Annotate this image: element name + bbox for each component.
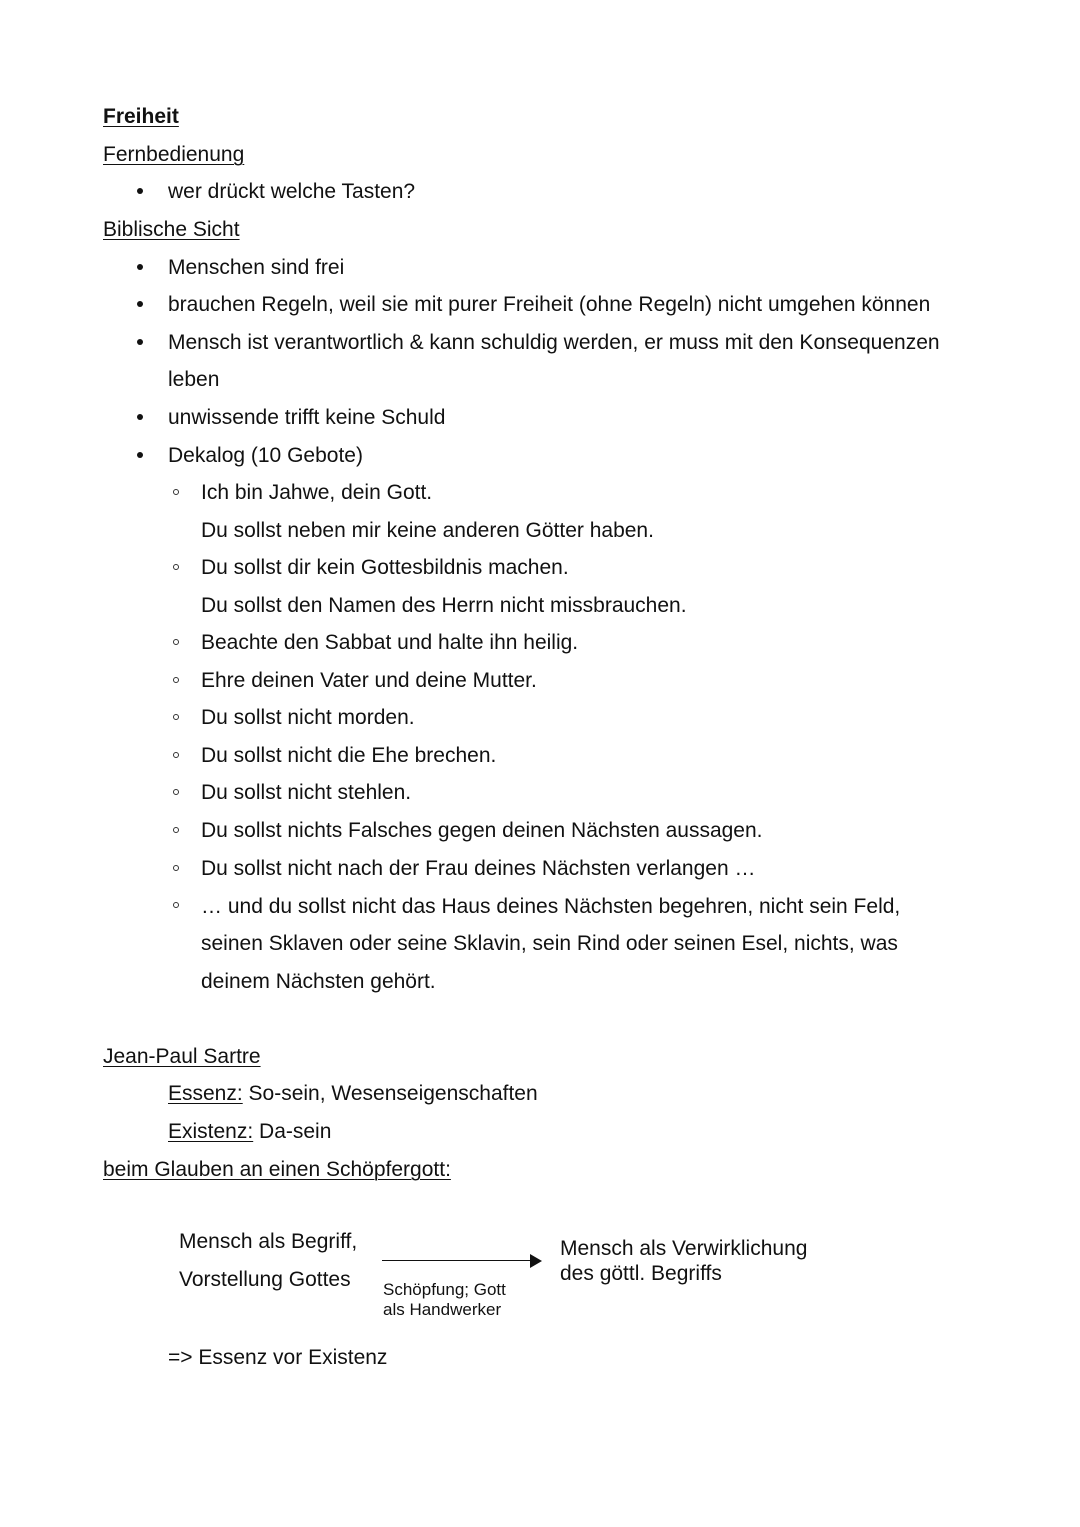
gebot-item-continuation: Du sollst neben mir keine anderen Götter haben. (201, 519, 654, 542)
essenz-label: Essenz: (168, 1082, 243, 1105)
diagram-arrow-label-line2: als Handwerker (383, 1300, 502, 1319)
section-heading-schoepfergott: beim Glauben an einen Schöpfergott: (103, 1158, 451, 1181)
circle-bullet-icon (173, 752, 179, 758)
gebot-item: Du sollst nicht stehlen. (201, 781, 412, 804)
existenz-text: Da-sein (253, 1120, 332, 1143)
circle-bullet-icon (173, 789, 179, 795)
circle-bullet-icon (173, 902, 179, 908)
gebot-item: Du sollst nichts Falsches gegen deinen Nächsten aussagen. (201, 819, 763, 842)
gebot-item: Du sollst nicht die Ehe brechen. (201, 744, 497, 767)
list-item: unwissende trifft keine Schuld (168, 406, 446, 429)
gebot-item: Du sollst dir kein Gottesbildnis machen. (201, 556, 569, 579)
bullet-icon (137, 414, 143, 420)
arrow-line (382, 1260, 532, 1261)
gebot-item-continuation: Du sollst den Namen des Herrn nicht missbrauchen. (201, 594, 687, 617)
diagram-arrow-label-line1: Schöpfung; Gott (383, 1280, 506, 1299)
list-item-continuation: leben (168, 368, 220, 391)
section-heading-biblische-sicht: Biblische Sicht (103, 218, 240, 241)
arrow-right-icon (530, 1254, 542, 1268)
essenz-text: So-sein, Wesenseigenschaften (242, 1082, 538, 1105)
circle-bullet-icon (173, 865, 179, 871)
list-item: wer drückt welche Tasten? (168, 180, 416, 203)
bullet-icon (137, 301, 143, 307)
gebot-item: Ich bin Jahwe, dein Gott. (201, 481, 433, 504)
list-item: brauchen Regeln, weil sie mit purer Freiheit (ohne Regeln) nicht umgehen können (168, 293, 931, 316)
gebot-item: Du sollst nicht morden. (201, 706, 415, 729)
section-heading-sartre: Jean-Paul Sartre (103, 1045, 261, 1068)
bullet-icon (137, 188, 143, 194)
gebot-item: Du sollst nicht nach der Frau deines Nächsten verlangen … (201, 857, 756, 880)
diagram-left-line2: Vorstellung Gottes (179, 1268, 351, 1291)
bullet-icon (137, 339, 143, 345)
diagram-right-line2: des göttl. Begriffs (560, 1262, 722, 1285)
diagram-right-line1: Mensch als Verwirklichung (560, 1237, 808, 1260)
gebot-item-continuation: seinen Sklaven oder seine Sklavin, sein Rind oder seinen Esel, nichts, was (201, 932, 898, 955)
bullet-icon (137, 452, 143, 458)
circle-bullet-icon (173, 564, 179, 570)
conclusion: => Essenz vor Existenz (168, 1346, 388, 1369)
gebot-item: Ehre deinen Vater und deine Mutter. (201, 669, 537, 692)
gebot-item: … und du sollst nicht das Haus deines Nächsten begehren, nicht sein Feld, (201, 895, 901, 918)
essenz-definition (168, 1083, 538, 1104)
list-item: Mensch ist verantwortlich & kann schuldig werden, er muss mit den Konsequenzen (168, 331, 940, 354)
circle-bullet-icon (173, 714, 179, 720)
gebot-item-continuation: deinem Nächsten gehört. (201, 970, 436, 993)
page-title: Freiheit (103, 105, 179, 128)
list-item: Dekalog (10 Gebote) (168, 444, 363, 467)
gebot-item: Beachte den Sabbat und halte ihn heilig. (201, 631, 579, 654)
circle-bullet-icon (173, 677, 179, 683)
existenz-label: Existenz: (168, 1120, 254, 1143)
circle-bullet-icon (173, 639, 179, 645)
section-heading-fernbedienung: Fernbedienung (103, 143, 245, 166)
list-item: Menschen sind frei (168, 256, 345, 279)
diagram-left-line1: Mensch als Begriff, (179, 1230, 358, 1253)
existenz-definition (168, 1121, 331, 1142)
circle-bullet-icon (173, 827, 179, 833)
circle-bullet-icon (173, 489, 179, 495)
bullet-icon (137, 264, 143, 270)
